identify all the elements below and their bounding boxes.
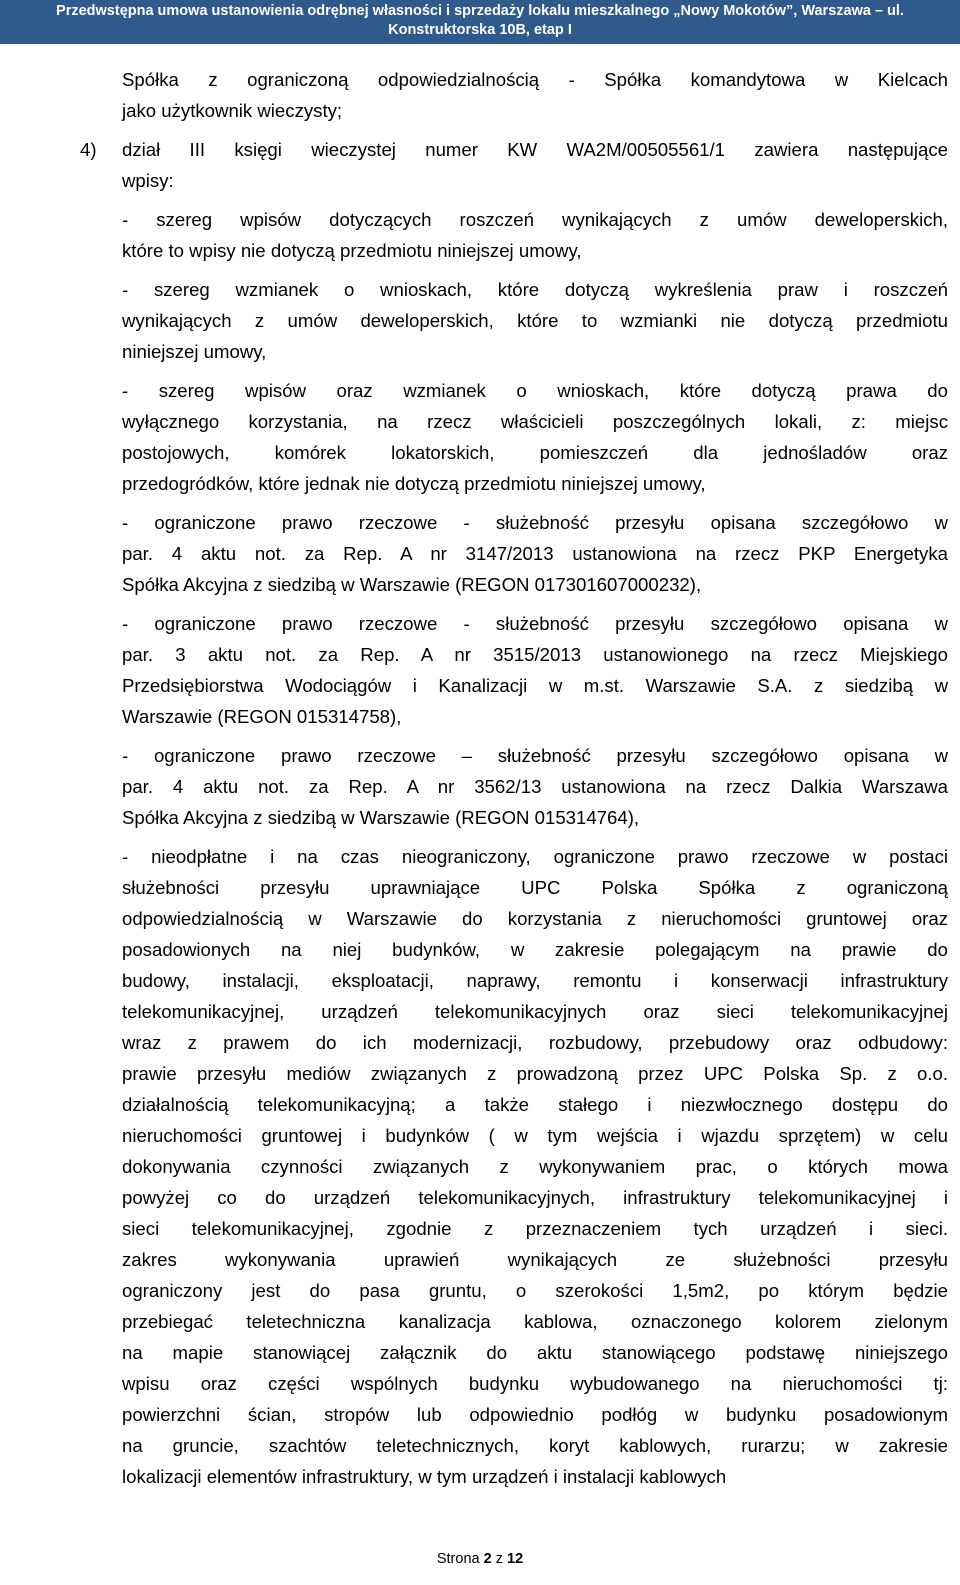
entry-line: posadowionych na niej budynków, w zakresie polegającym na prawie do: [122, 939, 948, 960]
entry-line: prawie przesyłu mediów związanych z prowadzoną przez UPC Polska Sp. z o.o.: [122, 1063, 948, 1084]
document-header: [0, 0, 960, 44]
current-page: 2: [483, 1551, 492, 1567]
entry-line: Warszawie (REGON 015314758),: [122, 706, 402, 727]
entry-line: wpisu oraz części wspólnych budynku wybudowanego na nieruchomości tj:: [122, 1373, 948, 1394]
intro-line: jako użytkownik wieczysty;: [122, 100, 343, 121]
entry-line: Spółka Akcyjna z siedzibą w Warszawie (REGON 017301607000232),: [122, 574, 702, 595]
entry-line: przebiegać teletechniczna kanalizacja kablowa, oznaczonego kolorem zielonym: [122, 1311, 948, 1332]
entry-line: odpowiedzialnością w Warszawie do korzystania z nieruchomości gruntowej oraz: [122, 908, 948, 929]
entries-list: [80, 204, 948, 1492]
entry-line: dokonywania czynności związanych z wykonywaniem prac, o których mowa: [122, 1156, 948, 1177]
entry-line: par. 4 aktu not. za Rep. A nr 3147/2013 ustanowiona na rzecz PKP Energetyka: [122, 543, 948, 564]
total-pages: 12: [507, 1551, 524, 1567]
entry-line: działalnością telekomunikacyjną; a także stałego i niezwłocznego dostępu do: [122, 1094, 948, 1115]
entry-line: na gruncie, szachtów teletechnicznych, koryt kablowych, rurarzu; w zakresie: [122, 1435, 948, 1456]
entry-line: budowy, instalacji, eksploatacji, naprawy, remontu i konserwacji infrastruktury: [122, 970, 948, 991]
entry-line: - szereg wpisów oraz wzmianek o wnioskach, które dotyczą prawa do: [122, 380, 948, 401]
entry-line: ograniczony jest do pasa gruntu, o szerokości 1,5m2, po którym będzie: [122, 1280, 948, 1301]
list-item-number: 4): [80, 139, 97, 160]
entry-line: powierzchni ścian, stropów lub odpowiednio podłóg w budynku posadowionym: [122, 1404, 948, 1425]
entry-line: lokalizacji elementów infrastruktury, w tym urządzeń i instalacji kablowych: [122, 1466, 727, 1487]
entry-line: sieci telekomunikacyjnej, zgodnie z przeznaczeniem tych urządzeń i sieci.: [122, 1218, 948, 1239]
entry-paragraph: [80, 841, 948, 1492]
entry-line: wyłącznego korzystania, na rzecz właścicieli poszczególnych lokali, z: miejsc: [122, 411, 948, 432]
entry-line: - szereg wpisów dotyczących roszczeń wynikających z umów deweloperskich,: [122, 209, 948, 230]
page-middle: z: [491, 1551, 507, 1567]
entry-paragraph: [80, 375, 948, 499]
item4-line: dział III księgi wieczystej numer KW WA2M/00505561/1 zawiera następujące: [122, 139, 948, 160]
entry-line: postojowych, komórek lokatorskich, pomieszczeń dla jednośladów oraz: [122, 442, 948, 463]
list-item-text: [122, 134, 948, 196]
entry-line: - ograniczone prawo rzeczowe - służebność przesyłu opisana szczegółowo w: [122, 512, 948, 533]
entry-line: wynikających z umów deweloperskich, które to wzmianki nie dotyczą przedmiotu: [122, 310, 948, 331]
entry-paragraph: [80, 274, 948, 367]
item4-line: wpisy:: [122, 170, 174, 191]
entry-line: - nieodpłatne i na czas nieograniczony, ograniczone prawo rzeczowe w postaci: [122, 846, 948, 867]
entry-line: par. 4 aktu not. za Rep. A nr 3562/13 ustanowiona na rzecz Dalkia Warszawa: [122, 776, 948, 797]
entry-line: przedogródków, które jednak nie dotyczą przedmiotu niniejszej umowy,: [122, 473, 706, 494]
document-body: [80, 64, 948, 1492]
intro-line: Spółka z ograniczoną odpowiedzialnością - Spółka komandytowa w Kielcach: [122, 69, 948, 90]
entry-line: - ograniczone prawo rzeczowe - służebność przesyłu szczegółowo opisana w: [122, 613, 948, 634]
entry-line: służebności przesyłu uprawniające UPC Polska Spółka z ograniczoną: [122, 877, 948, 898]
entry-paragraph: [80, 608, 948, 732]
entry-line: nieruchomości gruntowej i budynków ( w tym wejścia i wjazdu sprzętem) w celu: [122, 1125, 948, 1146]
entry-line: Spółka Akcyjna z siedzibą w Warszawie (REGON 015314764),: [122, 807, 640, 828]
entry-line: telekomunikacyjnej, urządzeń telekomunikacyjnych oraz sieci telekomunikacyjnej: [122, 1001, 948, 1022]
entry-line: niniejszej umowy,: [122, 341, 267, 362]
entry-line: wraz z prawem do ich modernizacji, rozbudowy, przebudowy oraz odbudowy:: [122, 1032, 948, 1053]
entry-line: - ograniczone prawo rzeczowe – służebność przesyłu szczegółowo opisana w: [122, 745, 948, 766]
header-line-1: Przedwstępna umowa ustanowienia odrębnej własności i sprzedaży lokalu mieszkalnego „Nowy Mokotów”, Warszawa – ul.: [56, 3, 904, 19]
page-number: [0, 1551, 960, 1567]
entry-line: na mapie stanowiącej załącznik do aktu stanowiącego podstawę niniejszego: [122, 1342, 948, 1363]
entry-line: powyżej co do urządzeń telekomunikacyjnych, infrastruktury telekomunikacyjnej i: [122, 1187, 948, 1208]
entry-line: Przedsiębiorstwa Wodociągów i Kanalizacji w m.st. Warszawie S.A. z siedzibą w: [122, 675, 948, 696]
entry-paragraph: [80, 507, 948, 600]
intro-paragraph: [80, 64, 948, 126]
header-line-2: Konstruktorska 10B, etap I: [388, 22, 572, 38]
entry-line: par. 3 aktu not. za Rep. A nr 3515/2013 ustanowionego na rzecz Miejskiego: [122, 644, 948, 665]
list-item-4: [80, 134, 948, 196]
entry-paragraph: [80, 204, 948, 266]
entry-line: które to wpisy nie dotyczą przedmiotu niniejszej umowy,: [122, 240, 582, 261]
entry-line: - szereg wzmianek o wnioskach, które dotyczą wykreślenia praw i roszczeń: [122, 279, 948, 300]
entry-paragraph: [80, 740, 948, 833]
entry-line: zakres wykonywania uprawień wynikających ze służebności przesyłu: [122, 1249, 948, 1270]
page-prefix: Strona: [436, 1551, 484, 1567]
